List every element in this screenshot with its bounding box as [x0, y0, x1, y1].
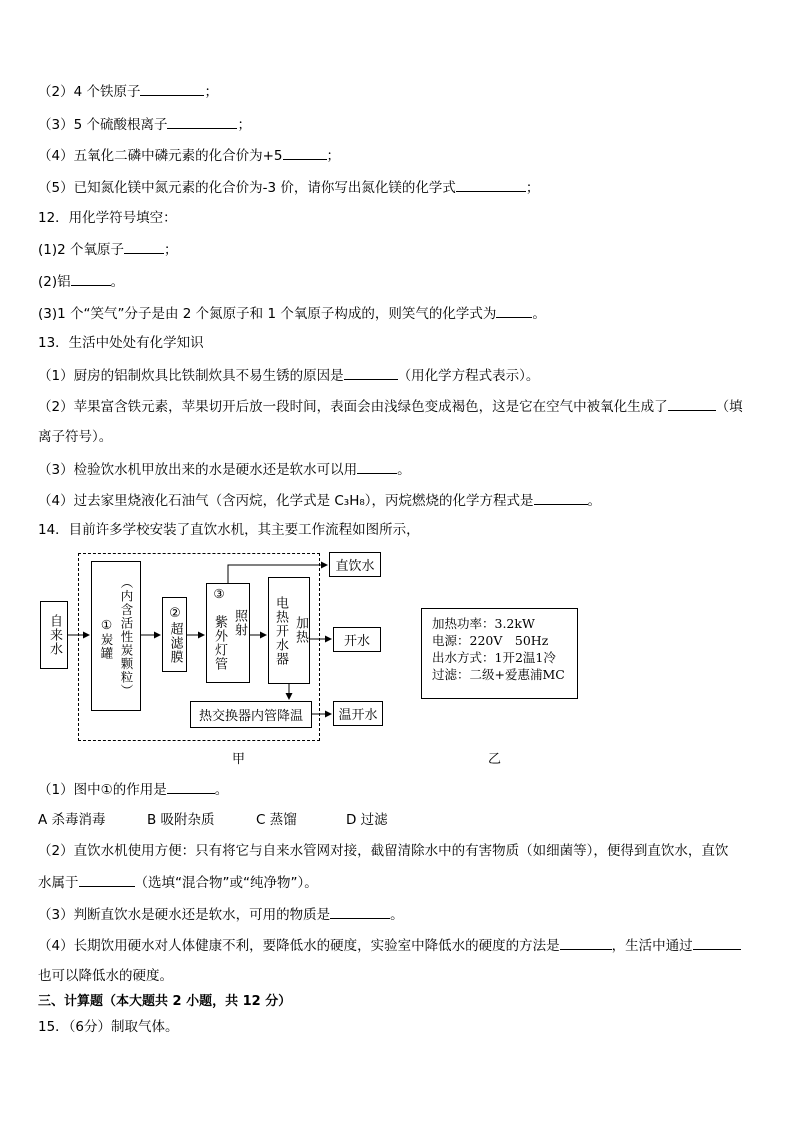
uv-lamp-action: 照射: [232, 609, 247, 637]
spec-line: 加热功率：3.2kW: [432, 616, 535, 631]
carbon-tank-label: ①炭罐: [99, 616, 114, 660]
option-a[interactable]: A 杀毒消毒: [38, 812, 106, 828]
answer-blank[interactable]: [79, 873, 135, 887]
diagram-label-jia: 甲: [232, 752, 246, 767]
source-box: 自来水: [40, 601, 68, 669]
q11-item3: （3）5 个硫酸根离子 ；: [38, 117, 251, 133]
q14-item2a: （2）直饮水机使用方便：只有将它与自来水管网对接，截留清除水中的有害物质（如细菌等），便得到直饮水，直饮: [38, 843, 729, 859]
section-title: 三、计算题（本大题共 2 小题，共 12 分）: [38, 994, 292, 1009]
q12-item3: (3)1 个“笑气”分子是由 2 个氮原子和 1 个氧原子构成的，则笑气的化学式为 。: [38, 306, 546, 322]
output-boiling-water: 开水: [333, 627, 381, 652]
q14-item3: （3）判断直饮水是硬水还是软水，可用的物质是 。: [38, 907, 404, 923]
q13-item2b: 离子符号）。: [38, 429, 113, 445]
answer-blank[interactable]: [693, 936, 741, 950]
output-warm-water: 温开水: [333, 701, 383, 726]
answer-blank[interactable]: [167, 780, 215, 794]
q14-item2b: 水属于 （选填“混合物”或“纯净物”）。: [38, 875, 318, 891]
diagram-label-yi: 乙: [488, 752, 502, 767]
output-drinking-water: 直饮水: [329, 552, 381, 577]
option-c[interactable]: C 蒸馏: [256, 812, 297, 828]
q11-item4: （4）五氧化二磷中磷元素的化合价为+5 ；: [38, 148, 340, 164]
q14-item4b: 也可以降低水的硬度。: [38, 968, 173, 984]
option-b[interactable]: B 吸附杂质: [147, 812, 215, 828]
ultrafiltration-box: ②超滤膜: [162, 597, 187, 672]
q11-item2: （2）4 个铁原子 ；: [38, 84, 218, 100]
q14-options: [38, 811, 388, 829]
q12-title: 12．用化学符号填空：: [38, 210, 177, 226]
q14-item1: （1）图中①的作用是 。: [38, 782, 229, 798]
q12-item1: (1)2 个氧原子 ；: [38, 242, 178, 258]
q12-item2: (2)铝 。: [38, 274, 125, 290]
heater-action: 加热: [293, 616, 308, 644]
q15-title: 15．（6分）制取气体。: [38, 1019, 179, 1035]
q14-item4a: （4）长期饮用硬水对人体健康不利，要降低水的硬度，实验室中降低水的硬度的方法是 ，生活中通过: [38, 936, 741, 955]
carbon-tank-note: （内含活性炭颗粒）: [119, 576, 134, 698]
spec-line: 电源：220V 50Hz: [432, 633, 549, 648]
answer-blank[interactable]: [330, 905, 390, 919]
spec-line: 过滤：二级+爱惠浦MC: [432, 667, 565, 682]
heater-label: 电热开水器: [273, 596, 288, 666]
spec-plate: [421, 608, 578, 699]
q13-item1: （1）厨房的铝制炊具比铁制炊具不易生锈的原因是 （用化学方程式表示）。: [38, 368, 540, 384]
q13-item2a: （2）苹果富含铁元素，苹果切开后放一段时间，表面会由浅绿色变成褐色，这是它在空气中被氧化生成了 （填: [38, 399, 743, 415]
option-d[interactable]: D 过滤: [346, 812, 388, 828]
q13-title: 13．生活中处处有化学知识: [38, 335, 204, 351]
q13-item4: （4）过去家里烧液化石油气（含丙烷，化学式是 C₃H₈），丙烷燃烧的化学方程式是 。: [38, 493, 602, 509]
uv-lamp-number: ③: [213, 586, 225, 601]
q14-title: 14．目前许多学校安装了直饮水机，其主要工作流程如图所示，: [38, 522, 420, 538]
heat-exchanger-box: 热交换器内管降温: [190, 701, 312, 728]
uv-lamp-label: 紫外灯管: [212, 615, 227, 671]
q11-item5: （5）已知氮化镁中氮元素的化合价为-3 价，请你写出氮化镁的化学式 ；: [38, 180, 540, 196]
answer-blank[interactable]: [560, 936, 612, 950]
q13-item3: （3）检验饮水机甲放出来的水是硬水还是软水可以用 。: [38, 462, 411, 478]
spec-line: 出水方式：1开2温1冷: [432, 650, 556, 665]
